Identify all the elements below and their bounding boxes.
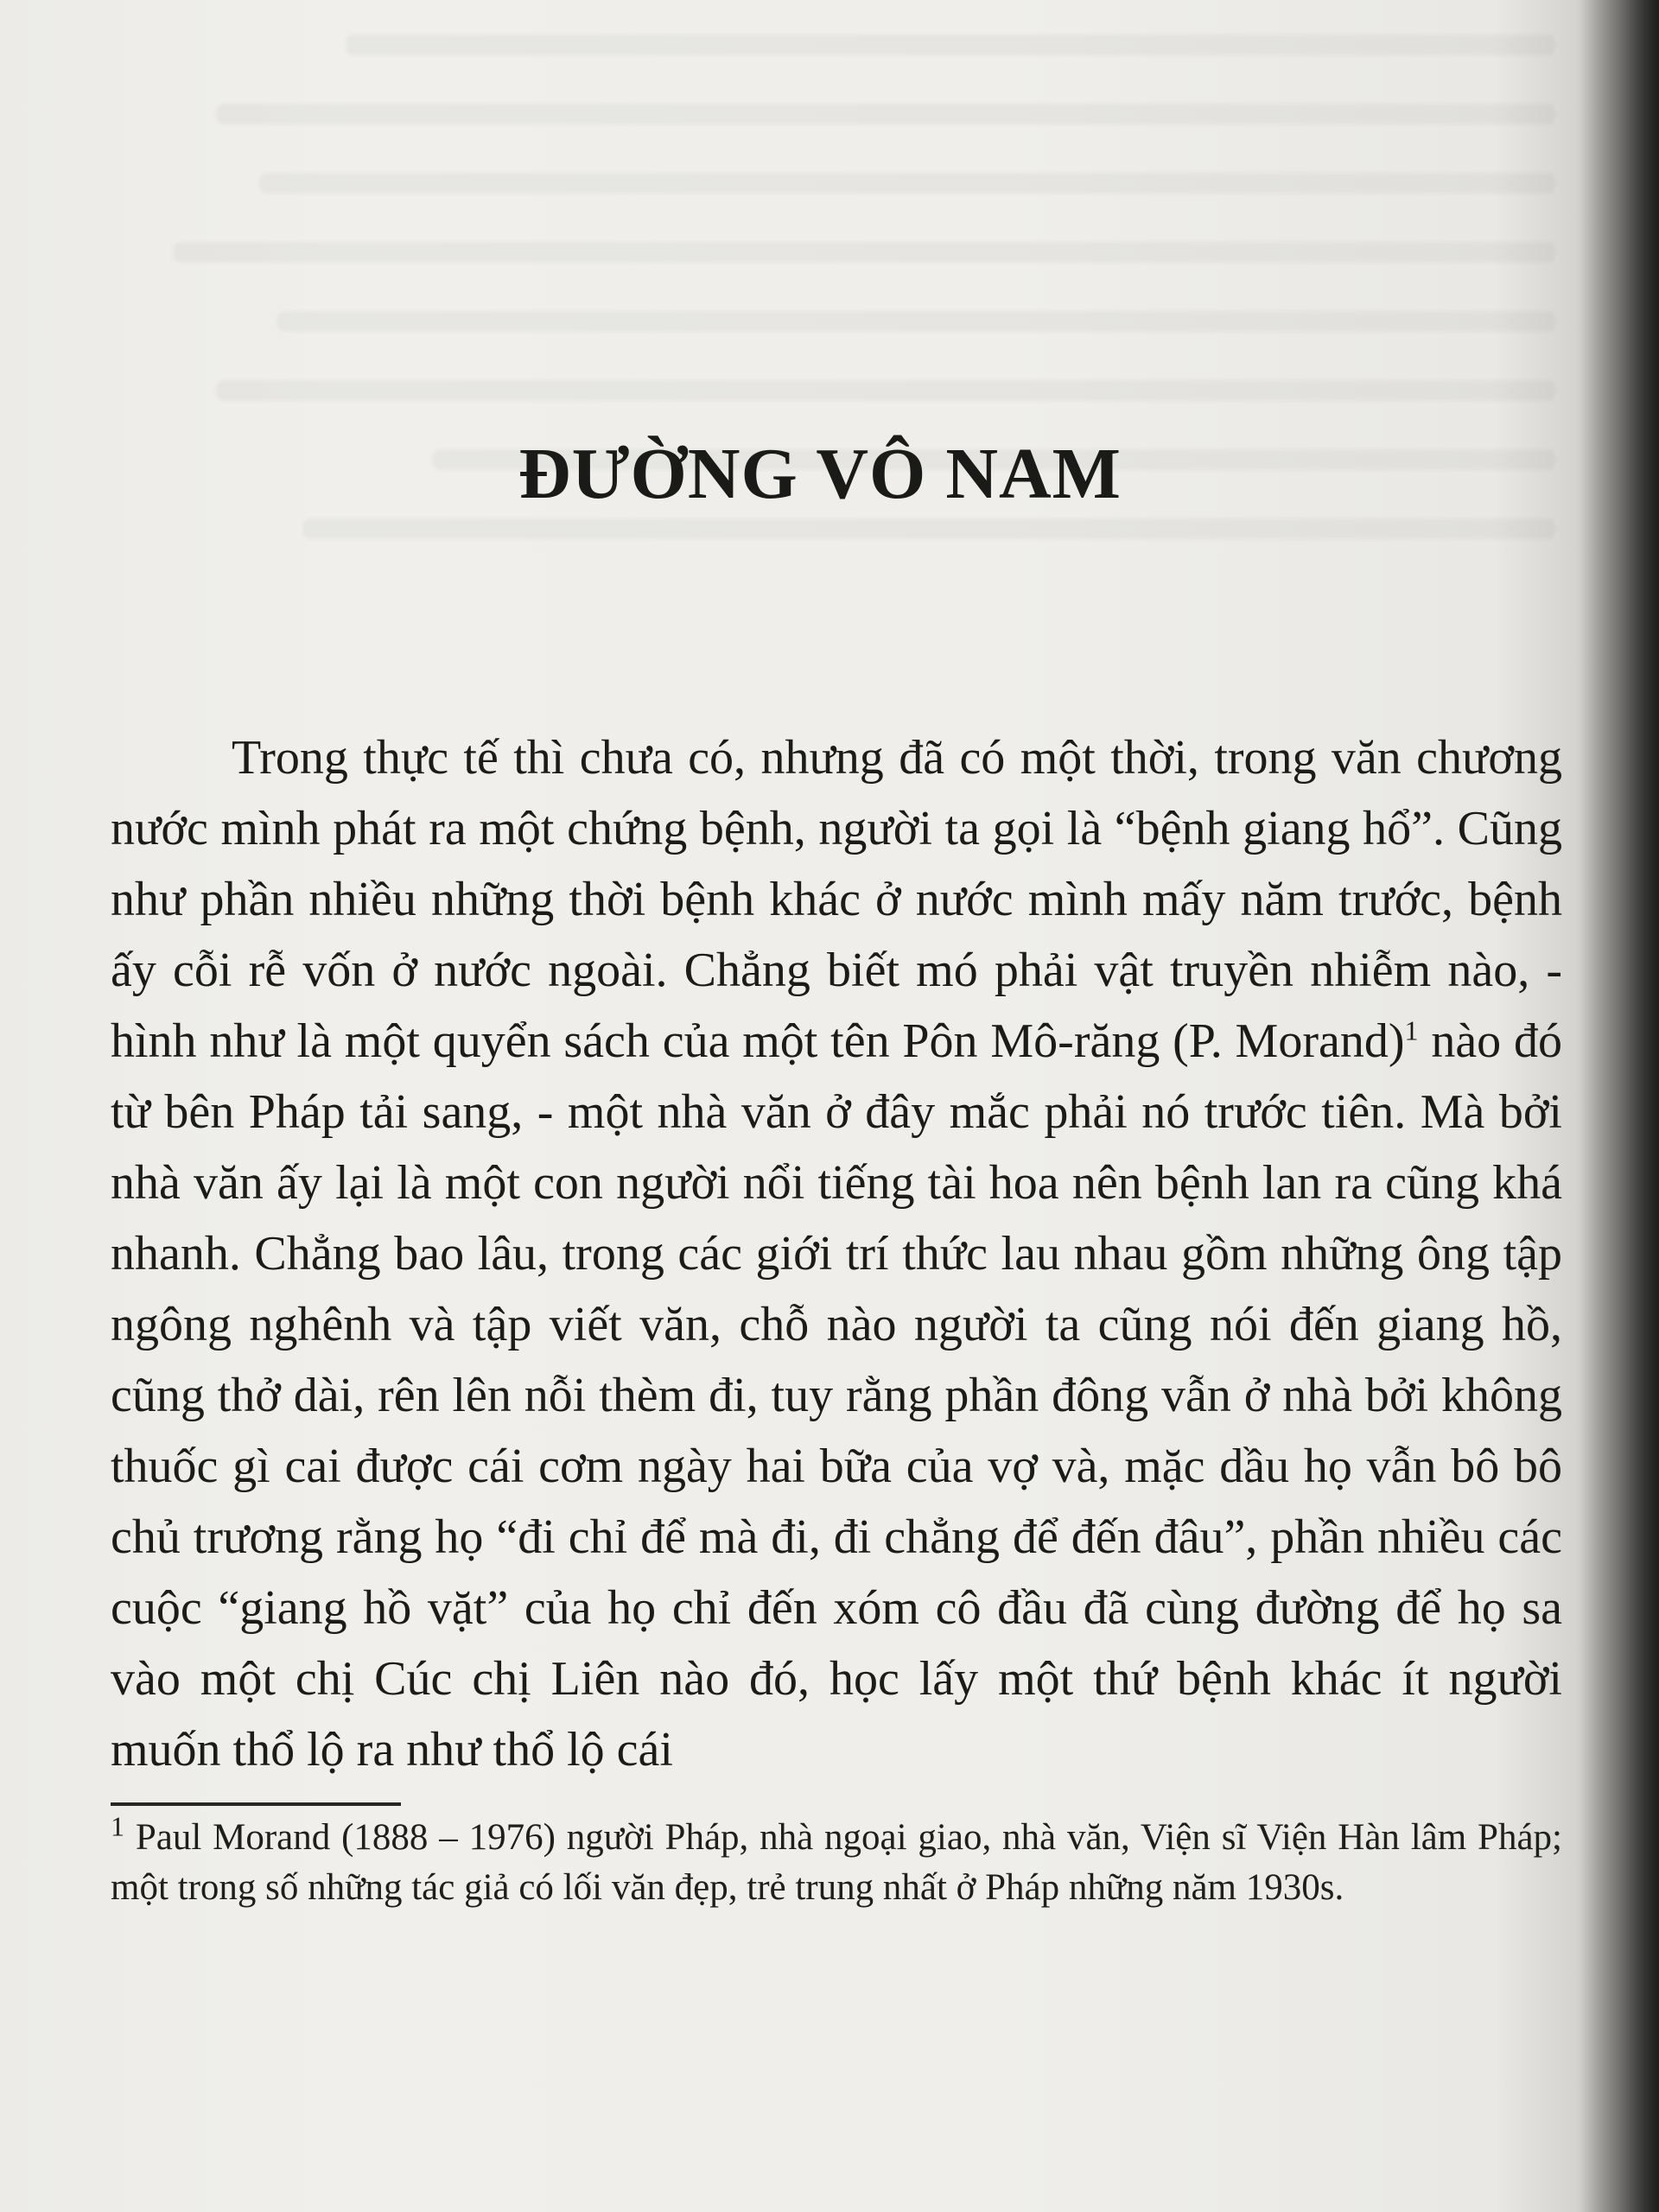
- ghost-line: [302, 518, 1555, 539]
- ghost-line: [259, 173, 1555, 194]
- body-text-continued: nào đó từ bên Pháp tải sang, - một nhà văn ở đây mắc phải nó trước tiên. Mà bởi nhà văn ấy lại là một con người nổi tiếng tài hoa nên bệnh lan ra cũng khá nhanh. Chẳng bao lâu, trong các giới trí thức lau nhau gồm những ông tập ngông nghênh và tập viết văn, chỗ nào người ta cũng nói đến giang hồ, cũng thở dài, rên lên nỗi thèm đi, tuy rằng phần đông vẫn ở nhà bởi không thuốc gì cai được cái cơm ngày hai bữa của vợ và, mặc dầu họ vẫn bô bô chủ trương rằng họ “đi chỉ để mà đi, đi chẳng để đến đâu”, phần nhiều các cuộc “giang hồ vặt” của họ chỉ đến xóm cô đầu đã cùng đường để họ sa vào một chị Cúc chị Liên nào đó, học lấy một thứ bệnh khác ít người muốn thổ lộ ra như thổ lộ cái: [111, 1014, 1562, 1777]
- footnote: [111, 1810, 1562, 1913]
- ghost-line: [173, 242, 1555, 263]
- footnote-reference[interactable]: 1: [1404, 1014, 1419, 1046]
- body-paragraph: [111, 722, 1562, 1785]
- footnote-marker: 1: [111, 1810, 124, 1842]
- footnote-divider: [111, 1802, 401, 1806]
- body-text-start: Trong thực tế thì chưa có, nhưng đã có một thời, trong văn chương nước mình phát ra một chứng bệnh, người ta gọi là “bệnh giang hổ”. Cũng như phần nhiều những thời bệnh khác ở nước mình mấy năm trước, bệnh ấy cỗi rễ vốn ở nước ngoài. Chẳng biết mó phải vật truyền nhiễm nào, - hình như là một quyển sách của một tên Pôn Mô-răng (P. Morand): [111, 731, 1562, 1068]
- chapter-title: ĐƯỜNG VÔ NAM: [518, 434, 1122, 514]
- ghost-line: [216, 104, 1555, 124]
- page-edge-shadow: [1581, 0, 1659, 2212]
- show-through-text: [0, 0, 1659, 622]
- ghost-line: [276, 311, 1555, 332]
- ghost-line: [346, 35, 1555, 55]
- ghost-line: [216, 380, 1555, 401]
- footnote-text: Paul Morand (1888 – 1976) người Pháp, nhà ngoại giao, nhà văn, Viện sĩ Viện Hàn lâm Pháp; một trong số những tác giả có lối văn đẹp, trẻ trung nhất ở Pháp những năm 1930s.: [111, 1817, 1562, 1908]
